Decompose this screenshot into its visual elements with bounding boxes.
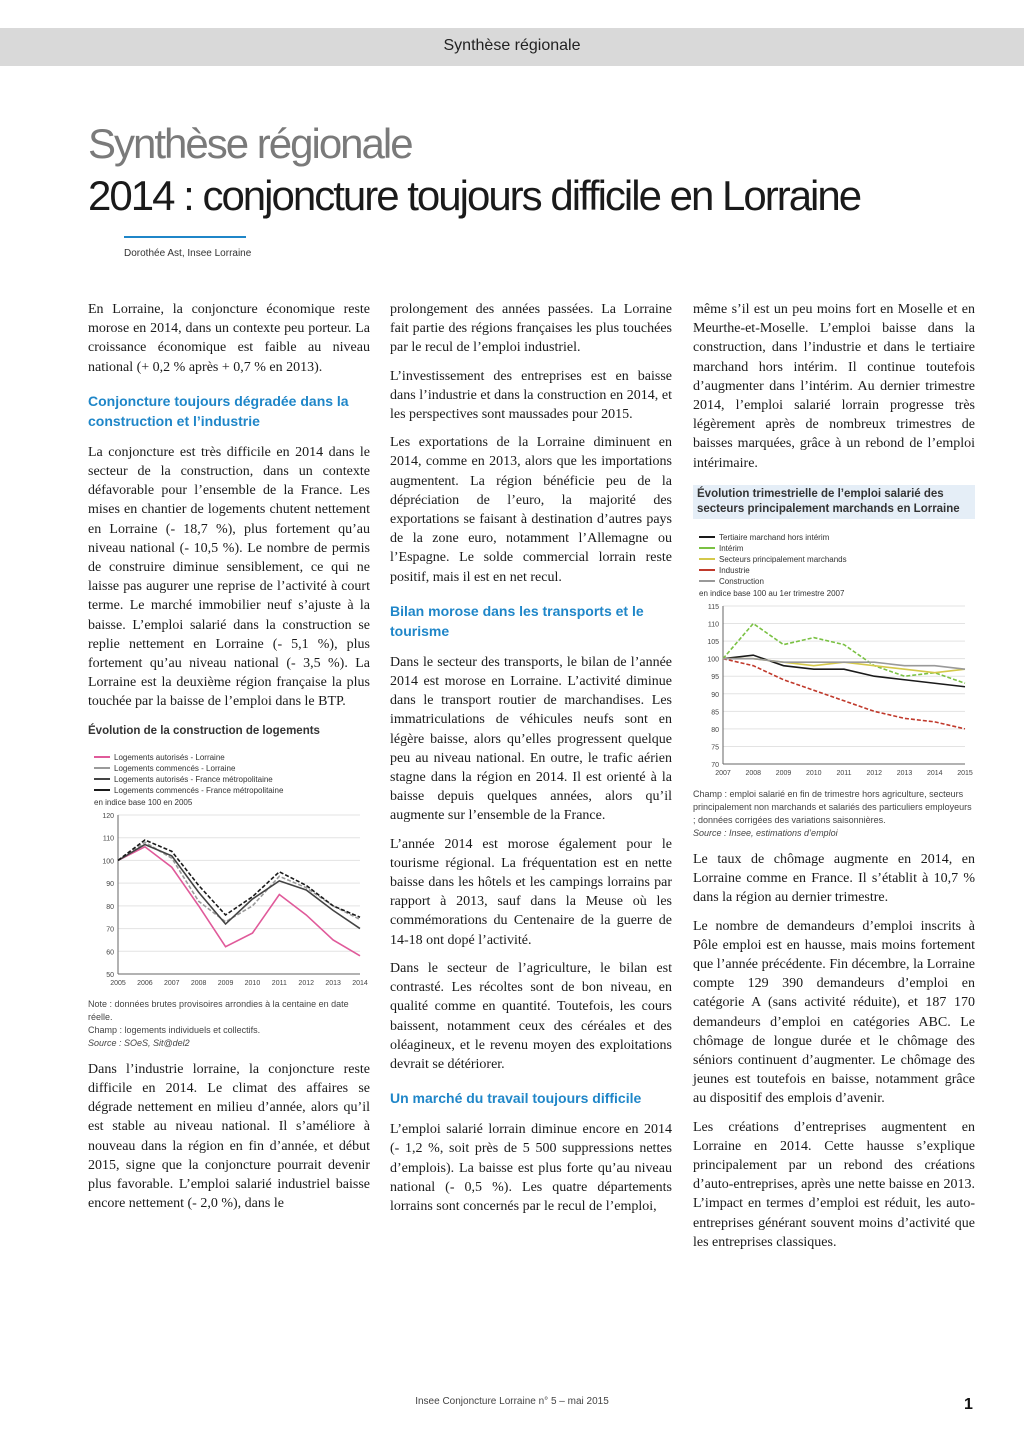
section-heading: Bilan morose dans les transports et le tourisme xyxy=(390,602,644,639)
y-tick-label: 60 xyxy=(106,948,114,956)
paragraph: Dans l’industrie lorraine, la conjoncture reste difficile en 2014. Le climat des affaires se dégrade nettement en milieu d’année, alors qu’il est stable au niveau national. Il s’améliore à nouveau dans la région en fin d’année, et début 2015, signe que la conjoncture pourrait devenir plus favorable. L’emploi salarié industriel baisse encore nettement (- 2,0 %), dans le xyxy=(88,1061,370,1212)
section-heading: Conjoncture toujours dégradée dans la construction et l’industrie xyxy=(88,392,349,429)
paragraph: L’emploi salarié lorrain diminue encore en 2014 (- 1,2 %, soit près de 5 500 suppressions nettes d’emplois). La baisse est plus forte qu’au niveau national (- 0,5 %). Les quatre départements lorrains sont concernés par le recul de l’emploi, xyxy=(390,1122,672,1214)
y-tick-label: 75 xyxy=(711,744,719,752)
x-tick-label: 2014 xyxy=(352,979,368,987)
construction-chart xyxy=(88,747,370,992)
y-tick-label: 100 xyxy=(102,858,114,866)
y-tick-label: 110 xyxy=(102,835,114,843)
y-tick-label: 120 xyxy=(102,812,114,820)
x-tick-label: 2012 xyxy=(866,769,883,777)
y-tick-label: 50 xyxy=(106,971,114,979)
y-tick-label: 70 xyxy=(711,761,719,769)
paragraph: prolongement des années passées. La Lorraine fait partie des régions françaises les plus touchées par le recul de l’emploi industriel. xyxy=(390,302,672,356)
paragraph: même s’il est un peu moins fort en Moselle et en Meurthe-et-Moselle. L’emploi baisse dans la construction, dans l’industrie et dans le tertiaire marchand hors intérim. Il continue toutefois d’augmenter dans l’intérim. Au dernier trimestre 2014, l’emploi salarié lorrain progresse très légèrement après de nombreux trimestres de baisses marquées, grâce à un rebond de l’emploi intérimaire. xyxy=(693,302,975,471)
x-tick-label: 2011 xyxy=(836,769,852,777)
x-tick-label: 2012 xyxy=(298,979,315,987)
x-tick-label: 2013 xyxy=(325,979,341,987)
y-tick-label: 105 xyxy=(707,638,719,646)
y-tick-label: 115 xyxy=(707,603,719,611)
legend-label: Logements commencés - Lorraine xyxy=(114,763,236,773)
y-tick-label: 100 xyxy=(707,656,719,664)
paragraph: L’année 2014 est morose également pour le tourisme régional. La fréquentation est en nette baisse dans les hôtels et les campings lorrains par rapport à 2013, sauf dans la Meuse où les commémorations du Centenaire de la guerre de 14-18 ont dopé l’activité. xyxy=(390,836,672,948)
y-tick-label: 90 xyxy=(711,691,719,699)
title-rule xyxy=(124,236,246,238)
x-tick-label: 2013 xyxy=(896,769,913,777)
legend-label: Intérim xyxy=(719,543,744,553)
legend-label: Logements autorisés - Lorraine xyxy=(114,752,225,762)
x-tick-label: 2009 xyxy=(217,979,234,987)
footer-text: Insee Conjoncture Lorraine n° 5 – mai 2015 xyxy=(415,1396,609,1407)
paragraph: Les exportations de la Lorraine diminuent en 2014, comme en 2013, alors que les importations augmentent. La région bénéficie peu de la dépréciation de l’euro, la majorité des exportations se faisant à destination d’autres pays de la zone euro, notamment l’Allemagne ou l’Espagne. Le solde commercial lorrain reste positif, mais il est en net recul. xyxy=(390,435,672,585)
x-tick-label: 2005 xyxy=(110,979,126,987)
x-tick-label: 2007 xyxy=(715,769,731,777)
header-band-title: Synthèse régionale xyxy=(443,37,581,54)
figure-title: Évolution de la construction de logements xyxy=(88,724,320,737)
y-tick-label: 110 xyxy=(707,621,719,629)
column-1 xyxy=(88,300,370,1222)
y-tick-label: 70 xyxy=(106,926,114,934)
paragraph: La conjoncture est très difficile en 2014 dans le secteur de la construction, dans un contexte défavorable pour l’ensemble de la France. Les mises en chantier de logements chutent nettement en Lorraine (- 18,7 %), plus fortement qu’au niveau national (- 10,5 %). Le nombre de permis de construire diminue sensiblement, ce qui ne laisse pas augurer une reprise de l’activité à court terme. Le marché immobilier neuf s’ajuste à la baisse. L’emploi salarié dans la construction se replie nettement en Lorraine (- 5,1 %), plus fortement qu’au niveau national (- 3,5 %). La Lorraine est la deuxième région française la plus touchée par la baisse de l’emploi dans le BTP. xyxy=(88,444,370,710)
x-tick-label: 2011 xyxy=(271,979,287,987)
y-tick-label: 85 xyxy=(711,709,719,717)
y-tick-label: 80 xyxy=(711,726,719,734)
column-2 xyxy=(390,300,672,1225)
x-tick-label: 2007 xyxy=(163,979,180,987)
y-tick-label: 80 xyxy=(106,903,114,911)
column-3 xyxy=(693,300,975,1261)
section-heading: Un marché du travail toujours difficile xyxy=(390,1090,642,1107)
employment-chart xyxy=(693,527,975,782)
paragraph: Le taux de chômage augmente en 2014, en Lorraine comme en France. Il s’établit à 10,7 % dans la région au dernier trimestre. xyxy=(693,852,975,906)
x-tick-label: 2010 xyxy=(244,979,261,987)
x-tick-label: 2014 xyxy=(926,769,943,777)
figure-field: Champ : logements individuels et collectifs. xyxy=(88,1024,261,1035)
paragraph: Le nombre de demandeurs d’emploi inscrits à Pôle emploi est en hausse, mais moins fortement que l’année précédente. Fin décembre, la Lorraine compte 129 390 demandeurs d’emploi en catégorie A (sans activité réduite), et 187 170 demandeurs d’emploi en catégories ABC. Le chômage de longue durée et le chômage des séniors continuent d’augmenter. Le chômage des jeunes est toutefois en baisse, notamment grâce au dispositif des emplois d’avenir. xyxy=(693,918,975,1107)
x-tick-label: 2010 xyxy=(805,769,822,777)
paragraph: Dans le secteur des transports, le bilan de l’année 2014 est morose en Lorraine. L’activité diminue dans le transport routier de marchandises. Les immatriculations de véhicules neufs sont en légère baisse, alors qu’elles progressent quelque peu au niveau national. En outre, le trafic aérien stagne dans la région en 2014. Il est orienté à la baisse depuis quelques années, alors qu’il augmente sur l’ensemble de la France. xyxy=(390,654,672,824)
legend-label: Logements commencés - France métropolitaine xyxy=(114,785,284,795)
figure-notes xyxy=(88,998,370,1050)
paragraph: Dans le secteur de l’agriculture, le bilan est contrasté. Les récoltes sont de bon niveau, en qualité comme en quantité. Toutefois, les cours baissent, notamment ceux des céréales et des oléagineux, et le revenu moyen des exploitations devrait se détériorer. xyxy=(390,960,672,1072)
figure-field: Champ : emploi salarié en fin de trimestre hors agriculture, secteurs principalement non marchands et salariés des particuliers employeurs ; données corrigées des variations saisonnières. xyxy=(693,789,972,826)
legend-label: Tertiaire marchand hors intérim xyxy=(719,532,830,542)
x-tick-label: 2006 xyxy=(137,979,153,987)
page-title: Synthèse régionale xyxy=(88,120,412,167)
paragraph: Les créations d’entreprises augmentent en Lorraine en 2014. Cette hausse s’explique principalement par un rebond des créations d’auto-entreprises, après une nette baisse en 2013. L’impact en termes d’emploi est réduit, les auto-entreprises générant souvent moins d’activité que les entreprises classiques. xyxy=(693,1119,975,1250)
paragraph: L’investissement des entreprises est en baisse dans l’industrie et dans la construction en 2014, et les perspectives sont maussades pour 2015. xyxy=(390,368,672,423)
page-number: 1 xyxy=(964,1396,973,1413)
legend-label: Industrie xyxy=(719,565,750,575)
legend-label: Construction xyxy=(719,576,764,586)
series-line xyxy=(118,846,360,955)
paragraph: En Lorraine, la conjoncture économique reste morose en 2014, dans un contexte peu porteur. La croissance économique est faible au niveau national (+ 0,2 % après + 0,7 % en 2013). xyxy=(88,302,370,375)
page-subtitle: 2014 : conjoncture toujours difficile en Lorraine xyxy=(88,172,861,219)
y-axis-label: en indice base 100 au 1er trimestre 2007 xyxy=(699,588,845,598)
y-tick-label: 95 xyxy=(711,674,719,682)
figure-note: Note : données brutes provisoires arrondies à la centaine en date réelle. xyxy=(88,998,349,1022)
figure-title: Évolution trimestrielle de l’emploi salarié des secteurs principalement marchands en Lorraine xyxy=(693,485,975,519)
y-tick-label: 90 xyxy=(106,880,114,888)
x-tick-label: 2015 xyxy=(957,769,973,777)
header-band xyxy=(0,28,1024,66)
legend-label: Secteurs principalement marchands xyxy=(719,554,847,564)
series-line xyxy=(723,623,965,683)
x-tick-label: 2009 xyxy=(775,769,792,777)
figure-notes xyxy=(693,788,975,840)
author-line: Dorothée Ast, Insee Lorraine xyxy=(124,248,252,259)
x-tick-label: 2008 xyxy=(745,769,762,777)
figure-source: Source : Insee, estimations d’emploi xyxy=(693,828,838,839)
y-axis-label: en indice base 100 en 2005 xyxy=(94,797,193,807)
series-line xyxy=(118,844,360,928)
legend-label: Logements autorisés - France métropolitaine xyxy=(114,774,273,784)
figure-source: Source : SOeS, Sit@del2 xyxy=(88,1037,190,1048)
x-tick-label: 2008 xyxy=(190,979,207,987)
